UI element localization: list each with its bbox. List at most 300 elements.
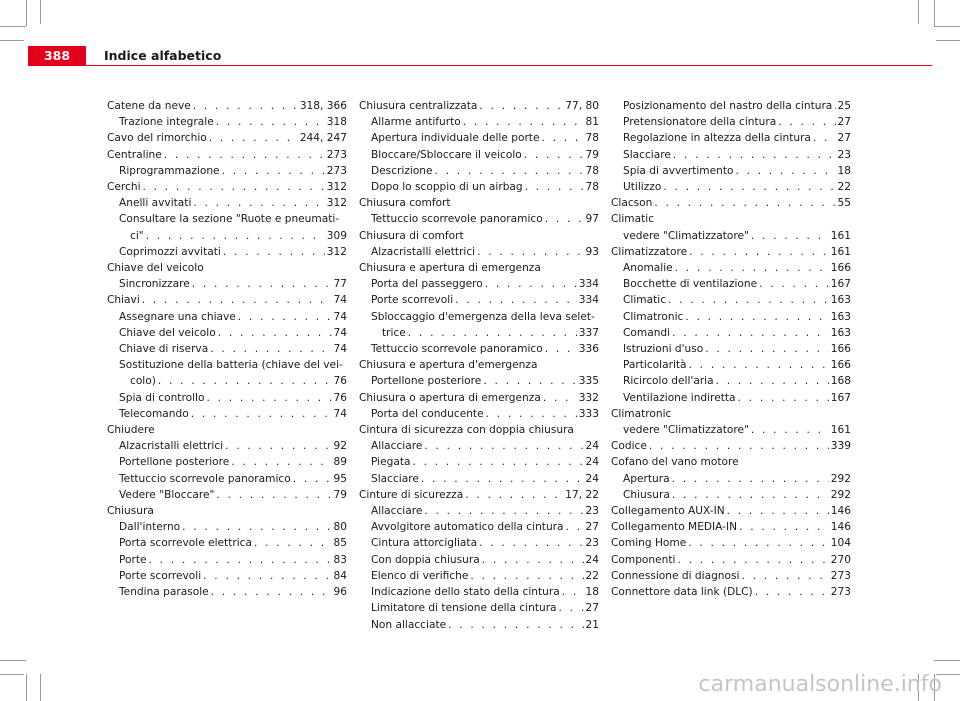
index-subentry — [107, 163, 347, 179]
index-subentry — [359, 438, 599, 454]
page-reference: 273 — [830, 586, 851, 599]
index-entry-text: Vedere "Bloccare" — [119, 488, 215, 501]
index-subentry — [611, 373, 851, 389]
dot-leader — [209, 130, 298, 146]
index-subentry — [107, 552, 347, 568]
dot-leader — [677, 552, 828, 568]
index-entry-text: trice — [382, 326, 406, 339]
index-entry-text: Sbloccaggio d'emergenza della leva selet- — [371, 310, 595, 323]
index-subentry — [107, 487, 347, 503]
page-reference: 273 — [326, 164, 347, 177]
dot-leader — [424, 503, 583, 519]
page-reference: 27 — [837, 132, 851, 145]
index-subentry — [107, 568, 347, 584]
page-number: 388 — [43, 48, 71, 63]
page-reference: 83 — [333, 553, 347, 566]
index-subentry — [359, 276, 599, 292]
page-reference: 104 — [830, 537, 851, 550]
dot-leader — [164, 147, 325, 163]
index-subentry — [611, 163, 851, 179]
page-reference: 74 — [333, 294, 347, 307]
dot-leader — [486, 406, 577, 422]
dot-leader — [663, 179, 835, 195]
index-entry-text: Alzacristalli elettrici — [119, 440, 224, 453]
page-reference: 166 — [830, 343, 851, 356]
index-heading: Chiusura di comfort — [359, 229, 464, 242]
page-reference: 74 — [333, 310, 347, 323]
index-subentry — [359, 211, 599, 227]
index-column-3 — [611, 98, 851, 600]
page-reference: 24 — [585, 440, 599, 453]
index-entry-text: Tettuccio scorrevole panoramico — [119, 472, 291, 485]
index-entry-text: Cerchi — [107, 181, 141, 194]
dot-leader — [182, 519, 331, 535]
index-subentry — [359, 584, 599, 600]
dot-leader — [685, 309, 828, 325]
index-entry — [359, 487, 599, 503]
index-subentry — [107, 454, 347, 470]
index-subentry — [107, 373, 347, 389]
index-subentry — [359, 325, 599, 341]
index-subentry — [107, 406, 347, 422]
page-reference: 161 — [830, 424, 851, 437]
page-reference: 318 — [326, 116, 347, 129]
index-heading: Cofano del vano motore — [611, 456, 739, 469]
dot-leader — [479, 535, 583, 551]
dot-leader — [463, 114, 584, 130]
page-reference: 166 — [830, 359, 851, 372]
page-reference: 332 — [578, 391, 599, 404]
index-entry — [611, 438, 851, 454]
page-reference: 146 — [830, 505, 851, 518]
index-entry-text: Spia di controllo — [119, 391, 205, 404]
index-subentry — [611, 390, 851, 406]
index-subentry — [107, 438, 347, 454]
dot-leader — [705, 341, 829, 357]
index-subentry — [107, 390, 347, 406]
page-reference: 22 — [585, 569, 599, 582]
page-title: Indice alfabetico — [104, 48, 222, 63]
dot-leader — [465, 487, 563, 503]
crop-mark — [40, 674, 41, 701]
page-reference: 89 — [333, 456, 347, 469]
page-reference: 96 — [333, 586, 347, 599]
index-entry-text: colo) — [130, 375, 156, 388]
page-reference: 81 — [585, 116, 599, 129]
page-reference: 24 — [585, 553, 599, 566]
index-subentry — [359, 535, 599, 551]
index-entry-text: Tettuccio scorrevole panoramico — [371, 213, 543, 226]
index-entry-text: Istruzioni d'uso — [623, 343, 704, 356]
index-subentry — [359, 179, 599, 195]
watermark: carmanualsonline.info — [698, 672, 942, 697]
index-entry-text: Avvolgitore automatico della cintura — [371, 521, 564, 534]
index-entry-text: Bloccare/Sbloccare il veicolo — [371, 148, 522, 161]
page-reference: 17, 22 — [565, 488, 599, 501]
dot-leader — [143, 179, 325, 195]
page-reference: 78 — [585, 132, 599, 145]
index-entry — [611, 195, 851, 211]
page-reference: 337 — [578, 326, 599, 339]
dot-leader — [675, 260, 829, 276]
page-reference: 163 — [830, 294, 851, 307]
dot-leader — [834, 98, 835, 114]
dot-leader — [672, 325, 829, 341]
page-reference: 161 — [830, 229, 851, 242]
index-entry-text: Tendina parasole — [119, 586, 209, 599]
index-subentry — [107, 341, 347, 357]
index-entry-text: Chiusura centralizzata — [359, 100, 478, 112]
page-reference: 273 — [830, 569, 851, 582]
dot-leader — [483, 373, 576, 389]
index-entry-text: Centraline — [107, 148, 162, 161]
dot-leader — [559, 600, 584, 616]
page-reference: 77 — [333, 278, 347, 291]
index-subentry — [611, 357, 851, 373]
page-reference: 166 — [830, 262, 851, 275]
index-subentry — [359, 568, 599, 584]
index-subentry — [611, 114, 851, 130]
page-reference: 312 — [326, 181, 347, 194]
index-subentry — [359, 454, 599, 470]
index-subentry — [107, 114, 347, 130]
dot-leader — [689, 357, 829, 373]
page-reference: 292 — [830, 488, 851, 501]
page-reference: 18 — [585, 586, 599, 599]
index-subentry — [359, 244, 599, 260]
page-reference: 24 — [585, 472, 599, 485]
index-entry-text: Coprimozzi avvitati — [119, 245, 221, 258]
index-entry — [107, 147, 347, 163]
index-heading: Chiave del veicolo — [107, 262, 204, 275]
dot-leader — [688, 535, 829, 551]
index-heading: Climatic — [611, 213, 655, 226]
dot-leader — [525, 179, 584, 195]
page-reference: 25 — [837, 100, 851, 112]
index-entry-text: Cinture di sicurezza — [359, 488, 464, 501]
dot-leader — [759, 276, 829, 292]
page-reference: 23 — [585, 537, 599, 550]
page-reference: 161 — [830, 245, 851, 258]
index-subentry — [359, 341, 599, 357]
index-entry-text: Slacciare — [623, 148, 671, 161]
index-entry-text: Piegata — [371, 456, 411, 469]
index-entry — [611, 568, 851, 584]
index-entry-text: Tettuccio scorrevole panoramico — [371, 343, 543, 356]
dot-leader — [751, 228, 829, 244]
index-subentry — [359, 503, 599, 519]
index-subentry — [611, 309, 851, 325]
index-entry-text: Portellone posteriore — [119, 456, 230, 469]
index-subentry — [611, 147, 851, 163]
crop-mark — [0, 40, 24, 41]
dot-leader — [293, 471, 332, 487]
index-entry-text: Chiusura o apertura di emergenza — [359, 391, 541, 404]
crop-mark — [26, 674, 27, 701]
index-entry-text: Apertura individuale delle porte — [371, 132, 540, 145]
index-entry-text: Collegamento AUX-IN — [611, 505, 725, 518]
index-subentry — [611, 228, 851, 244]
index-entry-text: Limitatore di tensione della cintura — [371, 602, 557, 615]
page-reference: 18 — [837, 164, 851, 177]
page-reference: 27 — [837, 116, 851, 129]
dot-leader — [479, 98, 563, 114]
index-entry-text: Porta del passeggero — [371, 278, 483, 291]
index-subentry — [359, 600, 599, 616]
dot-leader — [673, 147, 836, 163]
page-reference: 163 — [830, 326, 851, 339]
dot-leader — [222, 163, 325, 179]
page-reference: 77, 80 — [565, 100, 599, 112]
index-entry-text: vedere "Climatizzatore" — [623, 229, 749, 242]
page-reference: 22 — [837, 181, 851, 194]
index-entry-text: Trazione integrale — [119, 116, 214, 129]
index-entry-text: Dopo lo scoppio di un airbag — [371, 181, 523, 194]
index-subentry — [611, 98, 851, 114]
index-entry — [359, 390, 599, 406]
page-reference: 23 — [837, 148, 851, 161]
page-reference: 146 — [830, 521, 851, 534]
dot-leader — [716, 373, 829, 389]
index-subentry — [359, 130, 599, 146]
page-reference: 273 — [326, 148, 347, 161]
page-reference: 318, 366 — [299, 100, 347, 112]
index-subentry — [359, 147, 599, 163]
index-entry-text: Sincronizzare — [119, 278, 190, 291]
dot-leader — [485, 276, 577, 292]
index-entry-text: Elenco di verifiche — [371, 569, 469, 582]
index-subentry — [359, 519, 599, 535]
index-entry-text: Clacson — [611, 197, 653, 210]
dot-leader — [149, 552, 332, 568]
index-entry-text: Bocchette di ventilazione — [623, 278, 758, 291]
dot-leader — [778, 114, 835, 130]
dot-leader — [211, 584, 332, 600]
index-entry-text: Porte — [119, 553, 147, 566]
index-entry-text: Codice — [611, 440, 647, 453]
index-entry-text: Allarme antifurto — [371, 116, 461, 129]
dot-leader — [541, 130, 583, 146]
dot-leader — [545, 341, 577, 357]
index-subentry — [611, 341, 851, 357]
index-subentry — [611, 422, 851, 438]
dot-leader — [562, 584, 584, 600]
page-reference: 27 — [585, 602, 599, 615]
index-entry — [359, 98, 599, 114]
index-entry — [107, 130, 347, 146]
index-entry-text: Allacciare — [371, 505, 423, 518]
index-entry-text: Riprogrammazione — [119, 164, 220, 177]
index-entry-text: Allacciare — [371, 440, 423, 453]
index-entry-text: Sostituzione della batteria (chiave del vei- — [119, 359, 343, 372]
index-heading: Chiusura e apertura di emergenza — [359, 262, 541, 275]
index-entry-text: Connessione di diagnosi — [611, 569, 740, 582]
index-entry-text: Anelli avvitati — [119, 197, 192, 210]
index-entry-text: Posizionamento del nastro della cintura — [623, 100, 833, 112]
dot-leader — [470, 568, 583, 584]
page-reference: 336 — [578, 343, 599, 356]
index-entry — [611, 584, 851, 600]
dot-leader — [231, 454, 331, 470]
index-entry-text: Dall'interno — [119, 521, 181, 534]
dot-leader — [524, 147, 584, 163]
page-reference: 244, 247 — [299, 132, 347, 145]
index-entry-text: Componenti — [611, 553, 676, 566]
page-reference: 270 — [830, 553, 851, 566]
index-heading: Climatronic — [611, 407, 672, 420]
index-entry-text: Consultare la sezione "Ruote e pneumati- — [119, 213, 340, 226]
page-reference: 84 — [333, 569, 347, 582]
dot-leader — [727, 503, 829, 519]
index-entry-text: Regolazione in altezza della cintura — [623, 132, 811, 145]
index-subentry — [359, 406, 599, 422]
crop-mark — [934, 26, 960, 27]
dot-leader — [741, 568, 828, 584]
page-reference: 92 — [333, 440, 347, 453]
dot-leader — [424, 438, 583, 454]
dot-leader — [455, 292, 577, 308]
dot-leader — [689, 244, 829, 260]
crop-mark — [936, 40, 960, 41]
index-entry-text: Ricircolo dell'aria — [623, 375, 714, 388]
index-entry-text: Telecomando — [119, 407, 189, 420]
dot-leader — [408, 325, 577, 341]
page-reference: 80 — [333, 521, 347, 534]
index-subentry — [359, 163, 599, 179]
index-entry-text: Coming Home — [611, 537, 687, 550]
dot-leader — [649, 438, 829, 454]
index-entry — [611, 244, 851, 260]
crop-mark — [0, 660, 26, 661]
index-subentry — [107, 471, 347, 487]
index-entry-text: Porta del conducente — [371, 407, 484, 420]
index-entry-text: Con doppia chiusura — [371, 553, 480, 566]
index-entry-text: Particolarità — [623, 359, 687, 372]
page-reference: 79 — [585, 148, 599, 161]
page-reference: 309 — [326, 229, 347, 242]
index-entry-text: Connettore data link (DLC) — [611, 586, 753, 599]
dot-leader — [142, 292, 332, 308]
index-column-2 — [359, 98, 599, 633]
index-subentry — [107, 276, 347, 292]
index-entry-text: Assegnare una chiave — [119, 310, 236, 323]
page-reference: 339 — [830, 440, 851, 453]
dot-leader — [448, 617, 583, 633]
dot-leader — [668, 292, 829, 308]
page-reference: 93 — [585, 245, 599, 258]
index-subentry — [611, 487, 851, 503]
page-reference: 167 — [830, 278, 851, 291]
crop-mark — [0, 674, 24, 675]
index-entry — [611, 535, 851, 551]
index-subentry — [107, 584, 347, 600]
dot-leader — [654, 195, 835, 211]
index-entry-text: Chiusura — [623, 488, 670, 501]
index-column-1 — [107, 98, 347, 600]
index-subentry — [611, 471, 851, 487]
index-entry-text: Utilizzo — [623, 181, 662, 194]
page-reference: 168 — [830, 375, 851, 388]
index-entry — [611, 503, 851, 519]
index-entry-text: Ventilazione indiretta — [623, 391, 736, 404]
dot-leader — [543, 390, 577, 406]
page-reference: 78 — [585, 164, 599, 177]
index-entry-text: Pretensionatore della cintura — [623, 116, 777, 129]
dot-leader — [755, 584, 829, 600]
page-reference: 312 — [326, 245, 347, 258]
index-subentry — [359, 114, 599, 130]
dot-leader — [435, 163, 584, 179]
index-entry-text: Slacciare — [371, 472, 419, 485]
crop-mark — [0, 26, 26, 27]
index-subentry — [107, 519, 347, 535]
index-subentry — [107, 309, 347, 325]
index-subentry — [359, 552, 599, 568]
index-heading: Chiusura comfort — [359, 197, 451, 210]
index-entry-text: Portellone posteriore — [371, 375, 482, 388]
dot-leader — [482, 552, 584, 568]
page-reference: 79 — [333, 488, 347, 501]
index-subentry — [107, 195, 347, 211]
dot-leader — [738, 390, 829, 406]
index-entry-text: Descrizione — [371, 164, 433, 177]
index-entry-text: Non allacciate — [371, 618, 447, 631]
dot-leader — [672, 487, 829, 503]
dot-leader — [813, 130, 836, 146]
page-reference: 27 — [585, 521, 599, 534]
page-reference: 55 — [837, 197, 851, 210]
crop-mark — [934, 0, 935, 26]
index-subentry — [359, 373, 599, 389]
index-entry-text: Chiavi — [107, 294, 140, 307]
page-reference: 163 — [830, 310, 851, 323]
index-subentry — [107, 535, 347, 551]
crop-mark — [26, 0, 27, 26]
index-heading: Chiusura e apertura d'emergenza — [359, 359, 538, 372]
dot-leader — [191, 406, 332, 422]
dot-leader — [225, 438, 331, 454]
dot-leader — [672, 471, 829, 487]
dot-leader — [739, 519, 829, 535]
index-subentry — [359, 471, 599, 487]
crop-mark — [40, 0, 41, 24]
index-entry-text: Spia di avvertimento — [623, 164, 734, 177]
index-entry-text: Porta scorrevole elettrica — [119, 537, 252, 550]
index-entry-text: Apertura — [623, 472, 670, 485]
index-entry-text: vedere "Climatizzatore" — [623, 424, 749, 437]
index-entry-text: Climatronic — [623, 310, 684, 323]
page-reference: 74 — [333, 343, 347, 356]
dot-leader — [735, 163, 835, 179]
index-entry — [611, 519, 851, 535]
dot-leader — [421, 471, 584, 487]
page-reference: 334 — [578, 278, 599, 291]
dot-leader — [192, 276, 332, 292]
page-reference: 334 — [578, 294, 599, 307]
page-reference: 167 — [830, 391, 851, 404]
page-reference: 97 — [585, 213, 599, 226]
index-entry-text: Chiave di riserva — [119, 343, 209, 356]
page-reference: 333 — [578, 407, 599, 420]
dot-leader — [193, 98, 298, 114]
dot-leader — [254, 535, 332, 551]
page-reference: 23 — [585, 505, 599, 518]
page-reference: 76 — [333, 391, 347, 404]
dot-leader — [223, 244, 325, 260]
index-entry-text: Catene da neve — [107, 100, 191, 112]
page-reference: 74 — [333, 326, 347, 339]
dot-leader — [210, 341, 331, 357]
